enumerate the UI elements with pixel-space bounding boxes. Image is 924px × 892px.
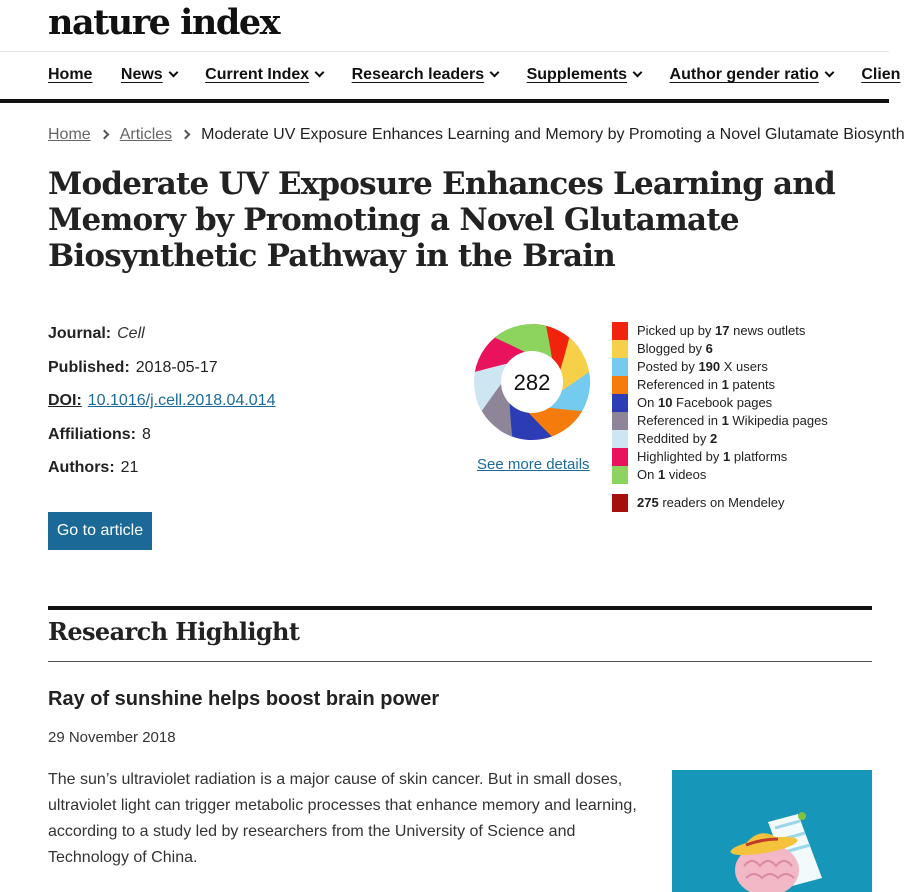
altmetric-score: 282 <box>513 370 551 395</box>
legend-text: On <box>637 467 658 482</box>
altmetric-donut[interactable] <box>472 322 592 442</box>
legend-x <box>612 358 828 376</box>
legend-blogs <box>612 340 828 358</box>
nav-clients-label: Clien <box>861 66 901 83</box>
legend-text: On <box>637 395 658 410</box>
legend-swatch <box>612 340 628 358</box>
affiliations-value: 8 <box>142 425 151 443</box>
legend-text: news outlets <box>729 323 806 338</box>
legend-text: readers on Mendeley <box>658 495 785 510</box>
main-nav <box>48 66 924 90</box>
affiliations-label: Affiliations: <box>48 425 136 443</box>
legend-count: 1 <box>723 449 731 464</box>
journal-value: Cell <box>117 325 145 342</box>
legend-platforms <box>612 448 828 466</box>
nav-research-leaders-label: Research leaders <box>351 66 485 83</box>
authors-value: 21 <box>120 459 139 476</box>
nav-news[interactable] <box>121 66 177 84</box>
breadcrumb-articles[interactable]: Articles <box>119 126 173 143</box>
legend-text: Blogged by <box>637 341 706 356</box>
chevron-down-icon <box>168 68 178 78</box>
legend-wikipedia <box>612 412 828 430</box>
nav-current-index[interactable] <box>205 66 323 84</box>
legend-swatch <box>612 358 628 376</box>
nav-research-leaders[interactable] <box>352 66 499 84</box>
highlight-illustration[interactable] <box>672 770 872 892</box>
nav-supplements-label: Supplements <box>526 66 628 83</box>
legend-swatch <box>612 412 628 430</box>
article-meta <box>48 325 276 493</box>
chevron-right-icon <box>99 130 109 140</box>
published-value: 2018-05-17 <box>135 358 218 376</box>
legend-count: 1 <box>721 377 729 392</box>
legend-text: Referenced in <box>637 413 722 428</box>
legend-swatch <box>612 466 628 484</box>
legend-text: Facebook pages <box>672 395 773 410</box>
legend-swatch <box>612 430 628 448</box>
chevron-down-icon <box>633 68 643 78</box>
legend-facebook <box>612 394 828 412</box>
nature-index-logo[interactable]: nature index <box>48 2 279 43</box>
breadcrumb <box>48 126 905 144</box>
legend-text: X users <box>720 359 768 374</box>
legend-count: 190 <box>698 359 721 374</box>
chevron-down-icon <box>315 68 325 78</box>
research-highlight-heading: Research Highlight <box>48 617 300 646</box>
nav-home-label: Home <box>48 66 93 83</box>
highlight-title-link[interactable]: Ray of sunshine helps boost brain power <box>48 688 440 710</box>
legend-news <box>612 322 828 340</box>
breadcrumb-current: Moderate UV Exposure Enhances Learning and Memory by Promoting a Novel Glutamate Biosynth <box>201 126 905 143</box>
meta-authors <box>48 459 276 493</box>
legend-text: Picked up by <box>637 323 716 338</box>
highlight-body: The sun’s ultraviolet radiation is a major cause of skin cancer. But in small doses, ultraviolet light can trigger metabolic processes that enhance memory and learning, according to a study led by researchers from the University of Science and Technology of China. <box>48 771 637 866</box>
legend-swatch <box>612 376 628 394</box>
research-highlight-divider <box>48 661 872 662</box>
nav-clients[interactable] <box>861 66 900 84</box>
legend-swatch <box>612 322 628 340</box>
legend-swatch <box>612 448 628 466</box>
article-title: Moderate UV Exposure Enhances Learning and Memory by Promoting a Novel Glutamate Biosynthetic Pathway in the Brain <box>48 166 835 274</box>
meta-doi <box>48 392 276 426</box>
legend-count: 1 <box>657 467 666 482</box>
legend-count: 6 <box>705 341 713 356</box>
legend-mendeley <box>612 494 828 512</box>
legend-text: patents <box>728 377 776 392</box>
legend-count: 2 <box>710 431 718 446</box>
altmetric-legend <box>612 322 828 512</box>
journal-label: Journal: <box>48 325 112 342</box>
drink-garnish-icon <box>798 812 806 820</box>
legend-count: 17 <box>715 323 730 338</box>
go-to-article-button[interactable]: Go to article <box>48 512 152 550</box>
nav-author-gender-ratio-label: Author gender ratio <box>669 66 819 83</box>
nav-news-label: News <box>120 66 163 83</box>
research-highlight-rule <box>48 606 872 610</box>
doi-label: DOI: <box>48 392 82 409</box>
meta-published <box>48 359 276 393</box>
nav-current-index-label: Current Index <box>205 66 310 83</box>
legend-count: 275 <box>637 495 659 510</box>
legend-text: videos <box>665 467 707 482</box>
meta-affiliations <box>48 426 276 460</box>
legend-patents <box>612 376 828 394</box>
nav-supplements[interactable] <box>527 66 641 84</box>
chevron-down-icon <box>824 68 834 78</box>
legend-text: Highlighted by <box>637 449 723 464</box>
meta-journal <box>48 325 276 359</box>
legend-text: Referenced in <box>637 377 722 392</box>
doi-link[interactable]: 10.1016/j.cell.2018.04.014 <box>87 392 276 409</box>
legend-count: 10 <box>657 395 673 410</box>
legend-text: Reddited by <box>637 431 710 446</box>
legend-count: 1 <box>721 413 729 428</box>
header-divider <box>0 51 889 52</box>
nav-home[interactable] <box>48 66 92 84</box>
legend-swatch <box>612 394 628 412</box>
nav-author-gender-ratio[interactable] <box>670 66 833 84</box>
legend-swatch <box>612 494 628 512</box>
legend-reddit <box>612 430 828 448</box>
legend-text: Wikipedia pages <box>728 413 828 428</box>
chevron-right-icon <box>181 130 191 140</box>
nav-bottom-rule <box>0 99 889 103</box>
legend-text: platforms <box>730 449 788 464</box>
published-label: Published: <box>48 358 130 376</box>
chevron-down-icon <box>490 68 500 78</box>
legend-text: Posted by <box>637 359 699 374</box>
see-more-details-link[interactable]: See more details <box>477 456 590 473</box>
legend-videos <box>612 466 828 484</box>
breadcrumb-home[interactable]: Home <box>48 126 91 143</box>
highlight-date: 29 November 2018 <box>48 729 176 746</box>
authors-label: Authors: <box>48 459 115 476</box>
